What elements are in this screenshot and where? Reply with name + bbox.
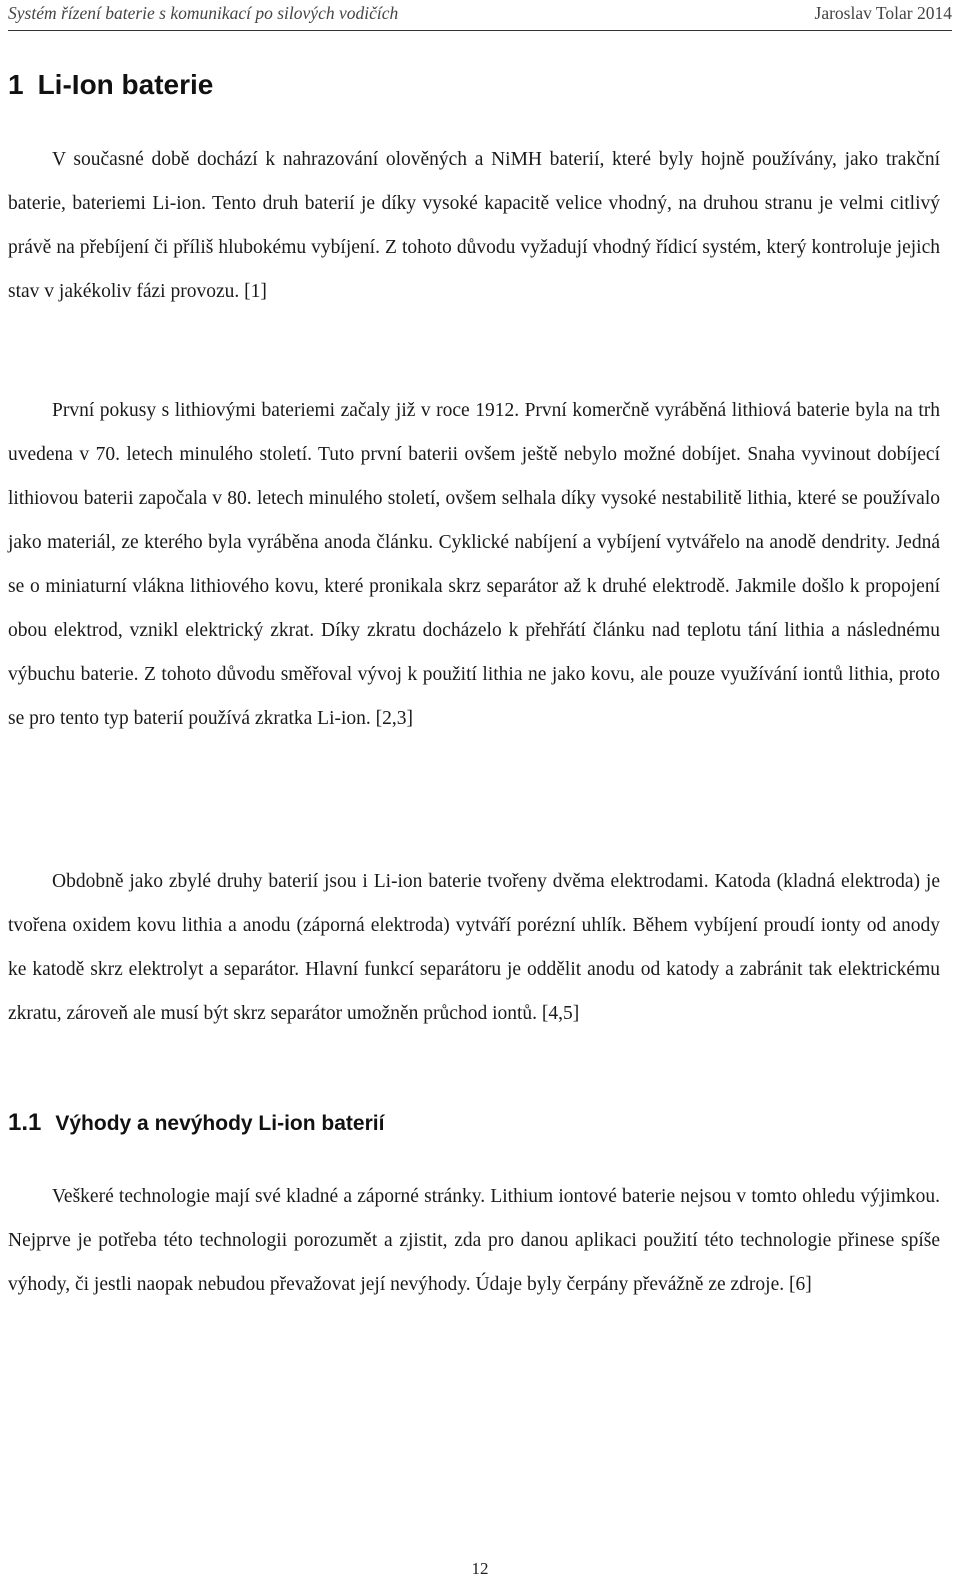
section-paragraph: Veškeré technologie mají své kladné a záporné stránky. Lithium iontové baterie nejsou v tomto ohledu výjimkou. Nejprve je potřeba této technologii porozumět a zjistit, zda pro danou aplikaci použití této technologie přinese spíše výhody, či jestli naopak nebudou převažovat její nevýhody. Údaje byly čerpány převážně ze zdroje. [6] <box>8 1186 940 1295</box>
page-number: 12 <box>471 1559 489 1578</box>
chapter-heading <box>8 68 213 102</box>
body-paragraph: V současné době dochází k nahrazování olověných a NiMH baterií, které byly hojně používány, jako trakční baterie, bateriemi Li-ion. Tento druh baterií je díky vysoké kapacitě velice vhodný, na druhou stranu je velmi citlivý právě na přebíjení či příliš hlubokému vybíjení. Z tohoto důvodu vyžadují vhodný řídicí systém, který kontroluje jejich stav v jakékoliv fázi provozu. [1] <box>8 149 940 302</box>
header-document-title: Systém řízení baterie s komunikací po silových vodičích <box>8 3 399 23</box>
running-header <box>8 0 952 31</box>
section-number: 1.1 <box>8 1109 42 1136</box>
chapter-title: Li-Ion baterie <box>37 69 214 100</box>
chapter-number: 1 <box>8 69 24 100</box>
header-author-year: Jaroslav Tolar 2014 <box>814 3 952 23</box>
section-heading <box>8 1108 384 1139</box>
body-paragraph: První pokusy s lithiovými bateriemi začaly již v roce 1912. První komerčně vyráběná lithiová baterie byla na trh uvedena v 70. letech minulého století. Tuto první baterii ovšem ještě nebylo možné dobíjet. Snaha vyvinout dobíjecí lithiovou baterii započala v 80. letech minulého století, ovšem selhala díky vysoké nestabilitě lithia, které se používalo jako materiál, ze kterého byla vyráběna anoda článku. Cyklické nabíjení a vybíjení vytvářelo na anodě dendrity. Jedná se o miniaturní vlákna lithiového kovu, které pronikala skrz separátor až k druhé elektrodě. Jakmile došlo k propojení obou elektrod, vznikl elektrický zkrat. Díky zkratu docházelo k přehřátí článku nad teplotu tání lithia a následnému výbuchu baterie. Z tohoto důvodu směřoval vývoj k použití lithia ne jako kovu, ale pouze využívání iontů lithia, proto se pro tento typ baterií používá zkratka Li-ion. [2,3] <box>8 400 940 729</box>
body-paragraph: Obdobně jako zbylé druhy baterií jsou i Li-ion baterie tvořeny dvěma elektrodami. Katoda (kladná elektroda) je tvořena oxidem kovu lithia a anodu (záporná elektroda) vytváří porézní uhlík. Během vybíjení proudí ionty od anody ke katodě skrz elektrolyt a separátor. Hlavní funkcí separátoru je oddělit anodu od katody a zabránit tak elektrickému zkratu, zároveň ale musí být skrz separátor umožněn průchod iontů. [4,5] <box>8 871 940 1024</box>
section-title: Výhody a nevýhody Li-ion baterií <box>55 1112 385 1135</box>
